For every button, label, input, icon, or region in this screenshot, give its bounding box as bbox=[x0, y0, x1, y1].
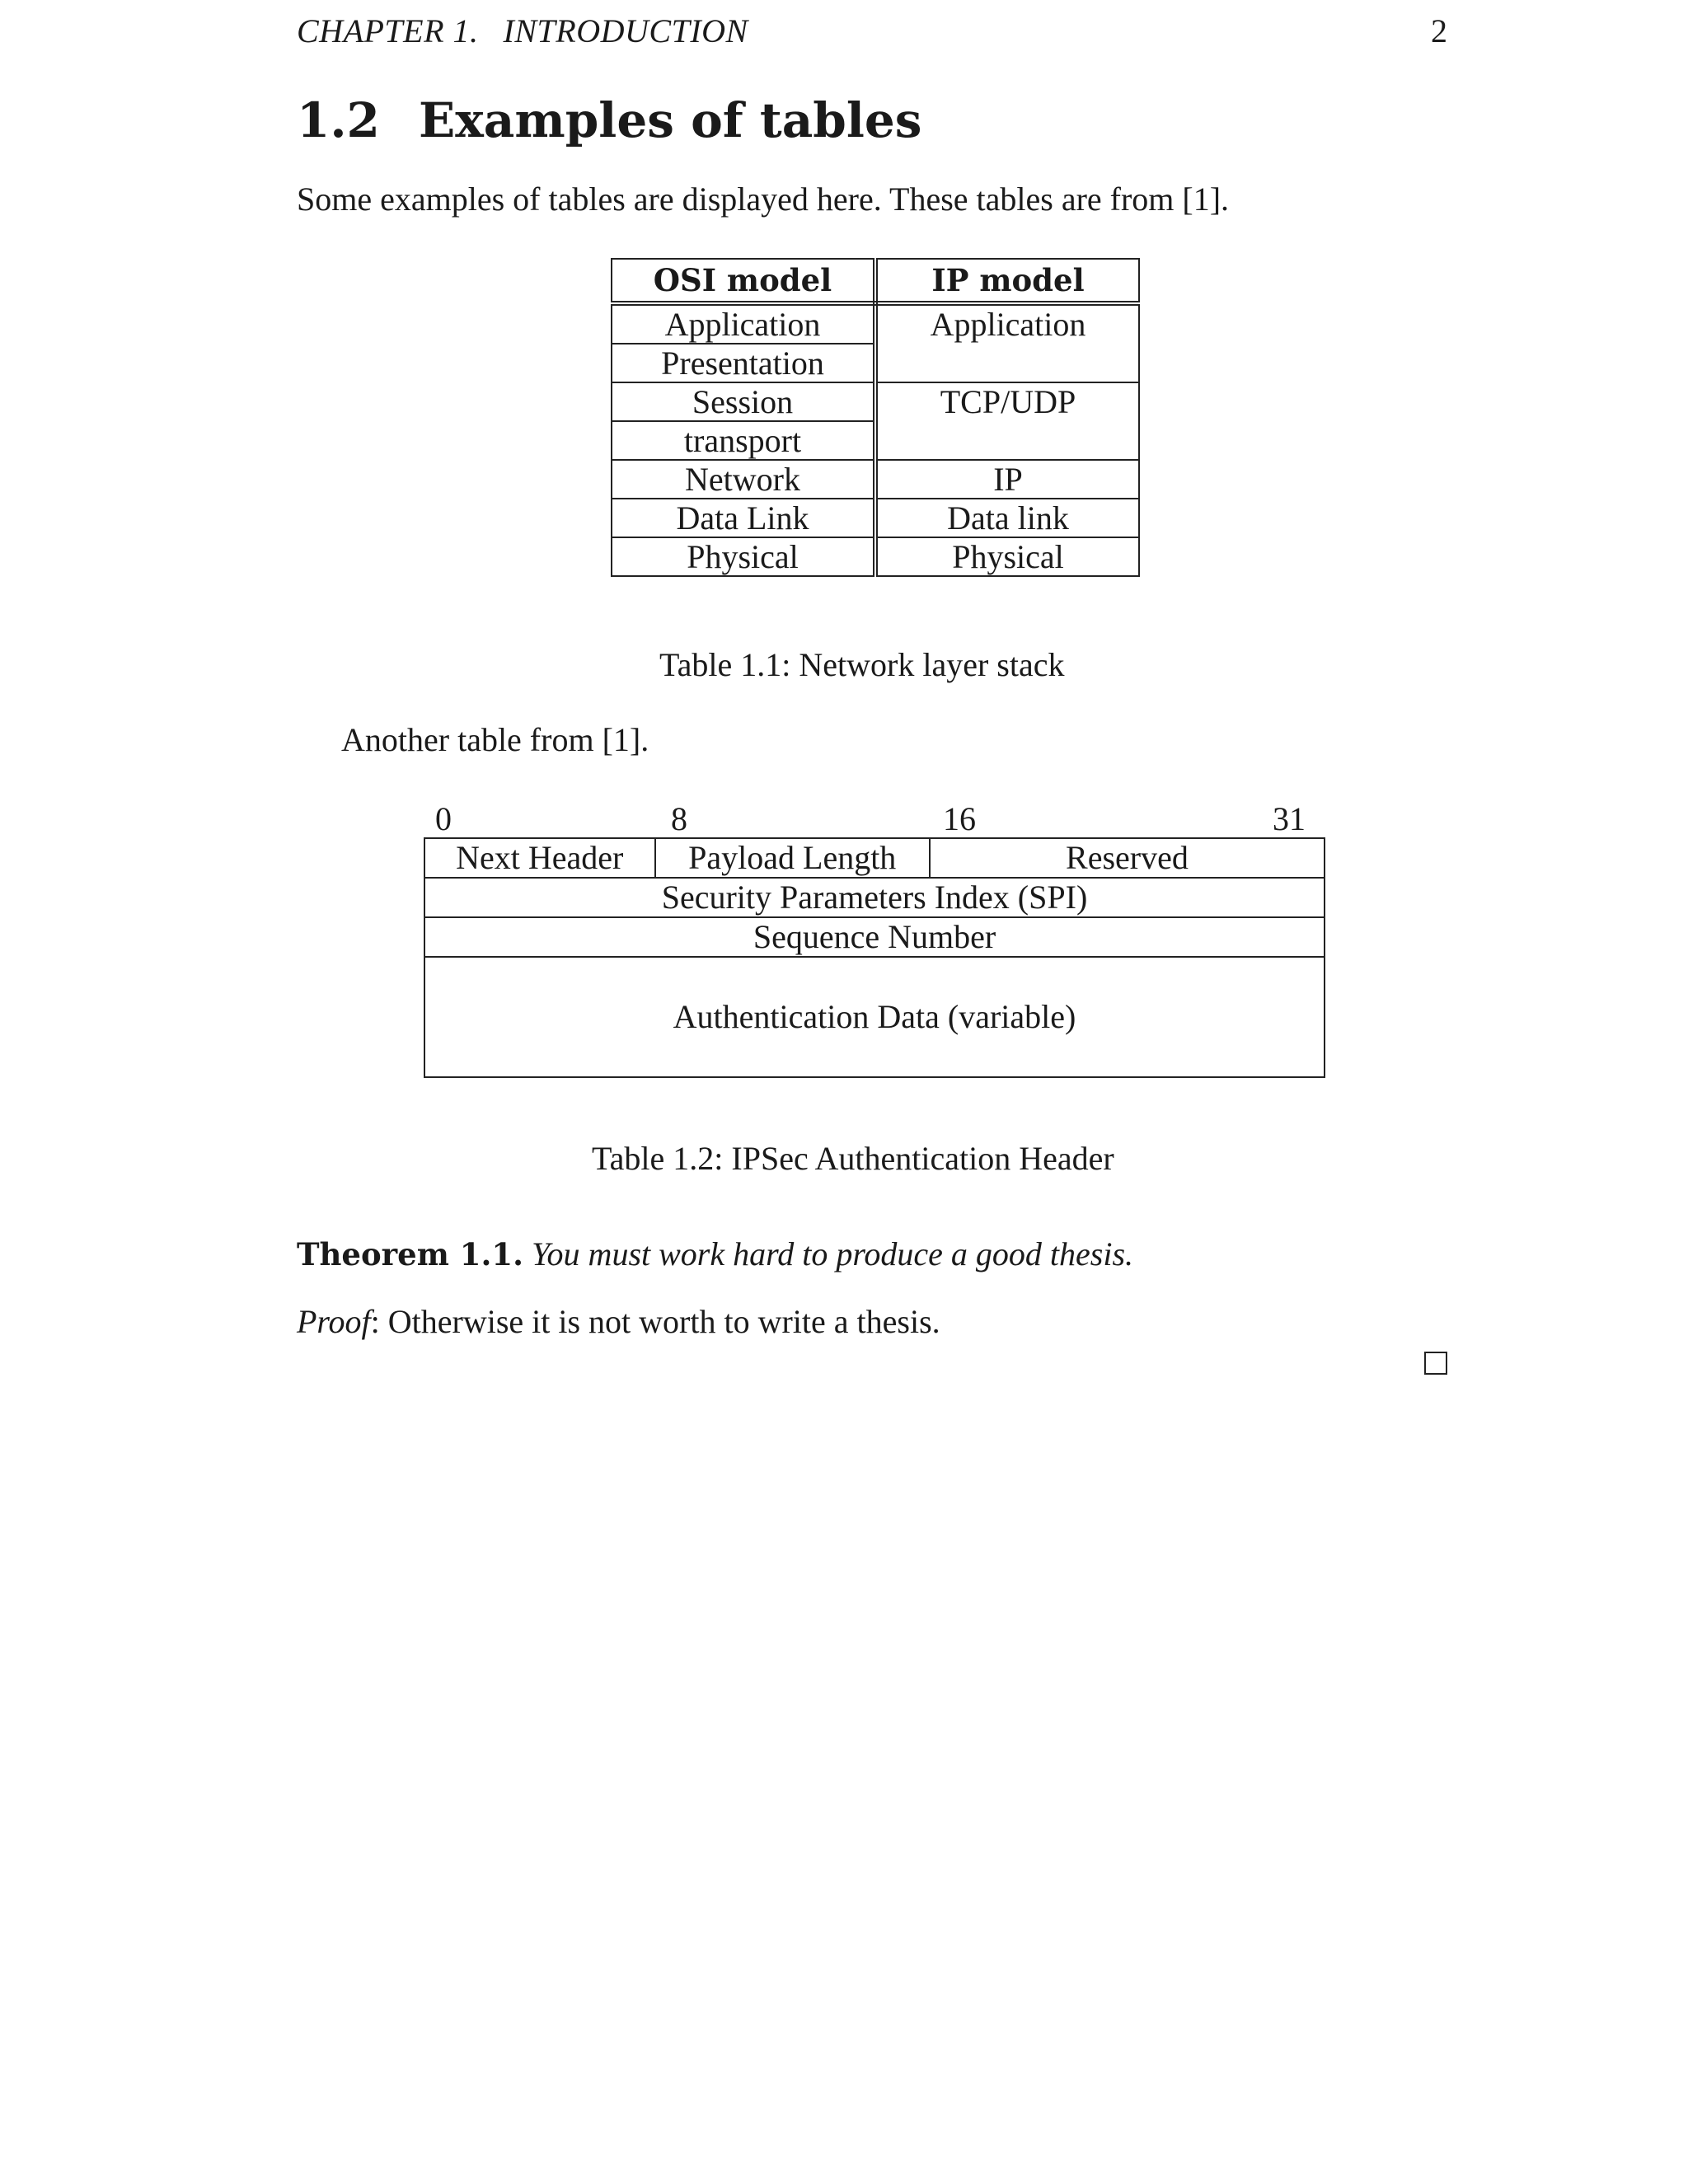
osi-cell: Session bbox=[612, 382, 875, 421]
section-heading bbox=[297, 92, 921, 148]
field-cell: Next Header bbox=[424, 838, 655, 878]
osi-model-header: OSI model bbox=[612, 259, 875, 303]
theorem-statement: You must work hard to produce a good thesis. bbox=[531, 1235, 1134, 1272]
ip-cell: IP bbox=[875, 460, 1139, 499]
osi-cell: Physical bbox=[612, 537, 875, 576]
qed-square-icon bbox=[1424, 1352, 1447, 1375]
ip-cell: Application bbox=[875, 303, 1139, 382]
bit-label: 31 bbox=[1273, 800, 1306, 837]
running-header bbox=[297, 12, 748, 50]
field-cell: Reserved bbox=[930, 838, 1325, 878]
field-cell: Authentication Data (variable) bbox=[424, 957, 1325, 1077]
proof-label: Proof bbox=[297, 1303, 371, 1340]
field-cell: Payload Length bbox=[655, 838, 930, 878]
section-title: Examples of tables bbox=[419, 92, 922, 148]
proof-text: : Otherwise it is not worth to write a thesis. bbox=[370, 1303, 940, 1340]
proof bbox=[297, 1302, 940, 1341]
chapter-title: INTRODUCTION bbox=[503, 12, 748, 49]
chapter-number: CHAPTER 1. bbox=[297, 12, 479, 49]
ipsec-header-table bbox=[424, 837, 1325, 1078]
osi-cell: Presentation bbox=[612, 344, 875, 382]
osi-cell: Network bbox=[612, 460, 875, 499]
another-table-paragraph: Another table from [1]. bbox=[341, 721, 649, 758]
bit-offset-labels bbox=[424, 799, 1325, 836]
ip-cell: Physical bbox=[875, 537, 1139, 576]
intro-paragraph: Some examples of tables are displayed here. These tables are from [1]. bbox=[297, 180, 1230, 218]
osi-cell: Data Link bbox=[612, 499, 875, 537]
table2-caption: Table 1.2: IPSec Authentication Header bbox=[592, 1140, 1114, 1177]
ip-cell: Data link bbox=[875, 499, 1139, 537]
table1-caption: Table 1.1: Network layer stack bbox=[659, 646, 1065, 683]
field-cell: Security Parameters Index (SPI) bbox=[424, 878, 1325, 917]
page-number: 2 bbox=[1431, 12, 1447, 49]
ip-cell: TCP/UDP bbox=[875, 382, 1139, 460]
theorem-label: Theorem 1.1. bbox=[297, 1236, 523, 1272]
network-layer-table bbox=[611, 258, 1140, 577]
theorem bbox=[297, 1235, 1133, 1273]
bit-label: 0 bbox=[435, 800, 452, 837]
osi-cell: Application bbox=[612, 303, 875, 344]
ip-model-header: IP model bbox=[875, 259, 1139, 303]
osi-cell: transport bbox=[612, 421, 875, 460]
bit-label: 16 bbox=[943, 800, 976, 837]
section-number: 1.2 bbox=[297, 92, 380, 148]
bit-label: 8 bbox=[671, 800, 687, 837]
field-cell: Sequence Number bbox=[424, 917, 1325, 957]
